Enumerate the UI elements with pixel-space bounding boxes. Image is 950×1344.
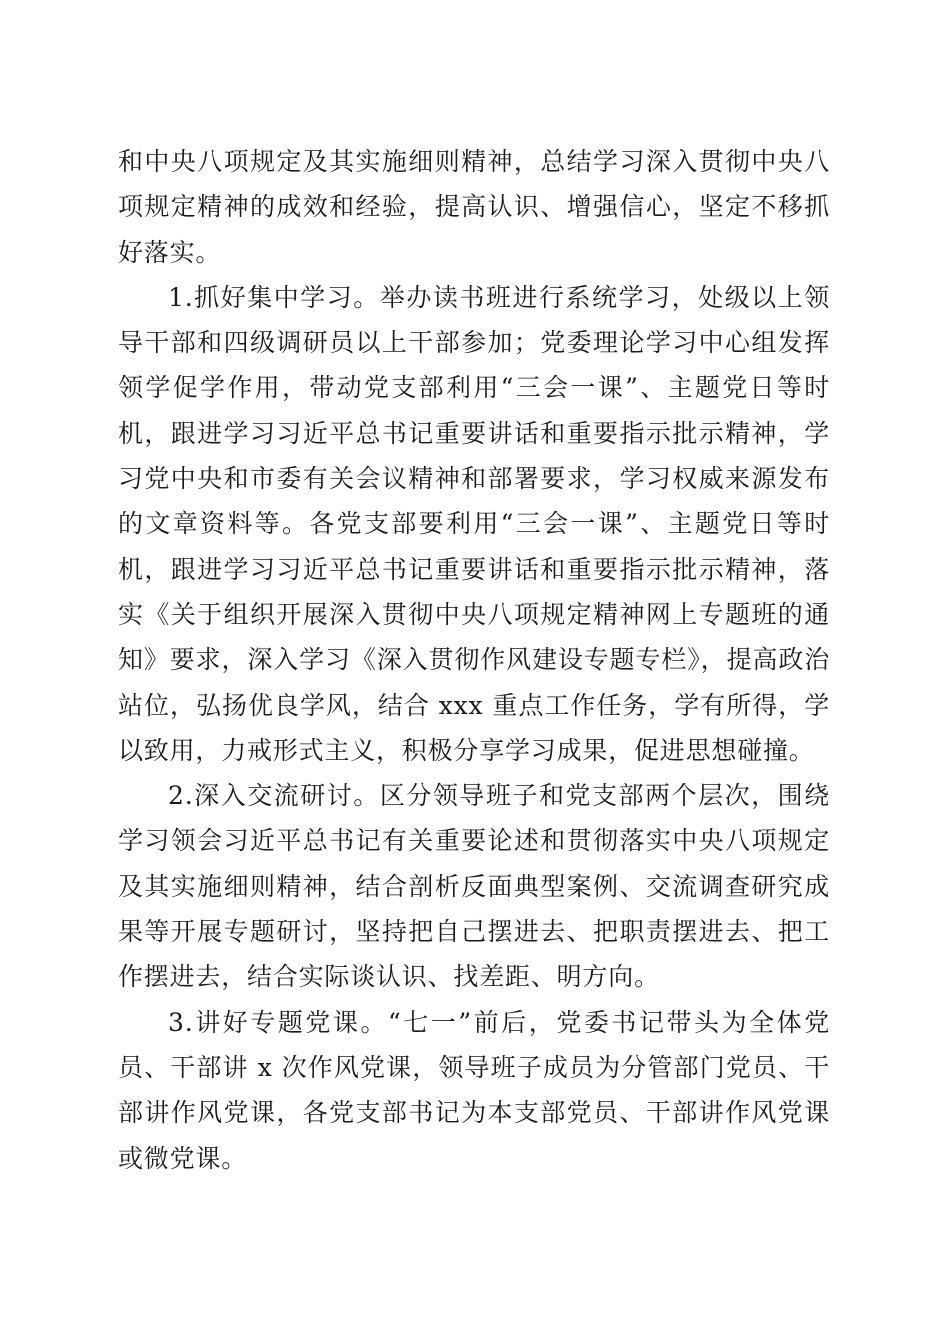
document-body — [118, 139, 830, 1181]
paragraph-item-3-party-lecture: 3.讲好专题党课。“七一”前后，党委书记带头为全体党员、干部讲 x 次作风党课，领导班子成员为分管部门党员、干部讲作风党课，各党支部书记为本支部党员、干部讲作风党课或微党课。 — [118, 1007, 830, 1173]
paragraph-item-2-exchange-discussion: 2.深入交流研讨。区分领导班子和党支部两个层次，围绕学习领会习近平总书记有关重要论述和贯彻落实中央八项规定及其实施细则精神，结合剖析反面典型案例、交流调查研究成果等开展专题研讨，坚持把自己摆进去、把职责摆进去、把工作摆进去，结合实际谈认识、找差距、明方向。 — [118, 781, 830, 992]
paragraph-item-1-concentrated-study: 1.抓好集中学习。举办读书班进行系统学习，处级以上领导干部和四级调研员以上干部参加；党委理论学习中心组发挥领学促学作用，带动党支部利用“三会一课”、主题党日等时机，跟进学习习近平总书记重要讲话和重要指示批示精神，学习党中央和市委有关会议精神和部署要求，学习权威来源发布的文章资料等。各党支部要利用“三会一课”、主题党日等时机，跟进学习习近平总书记重要讲话和重要指示批示精神，落实《关于组织开展深入贯彻中央八项规定精神网上专题班的通知》要求，深入学习《深入贯彻作风建设专题专栏》，提高政治站位，弘扬优良学风，结合 xxx 重点工作任务，学有所得，学以致用，力戒形式主义，积极分享学习成果，促进思想碰撞。 — [118, 282, 830, 765]
paragraph-intro-continuation: 和中央八项规定及其实施细则精神，总结学习深入贯彻中央八项规定精神的成效和经验，提高认识、增强信心，坚定不移抓好落实。 — [118, 147, 830, 267]
